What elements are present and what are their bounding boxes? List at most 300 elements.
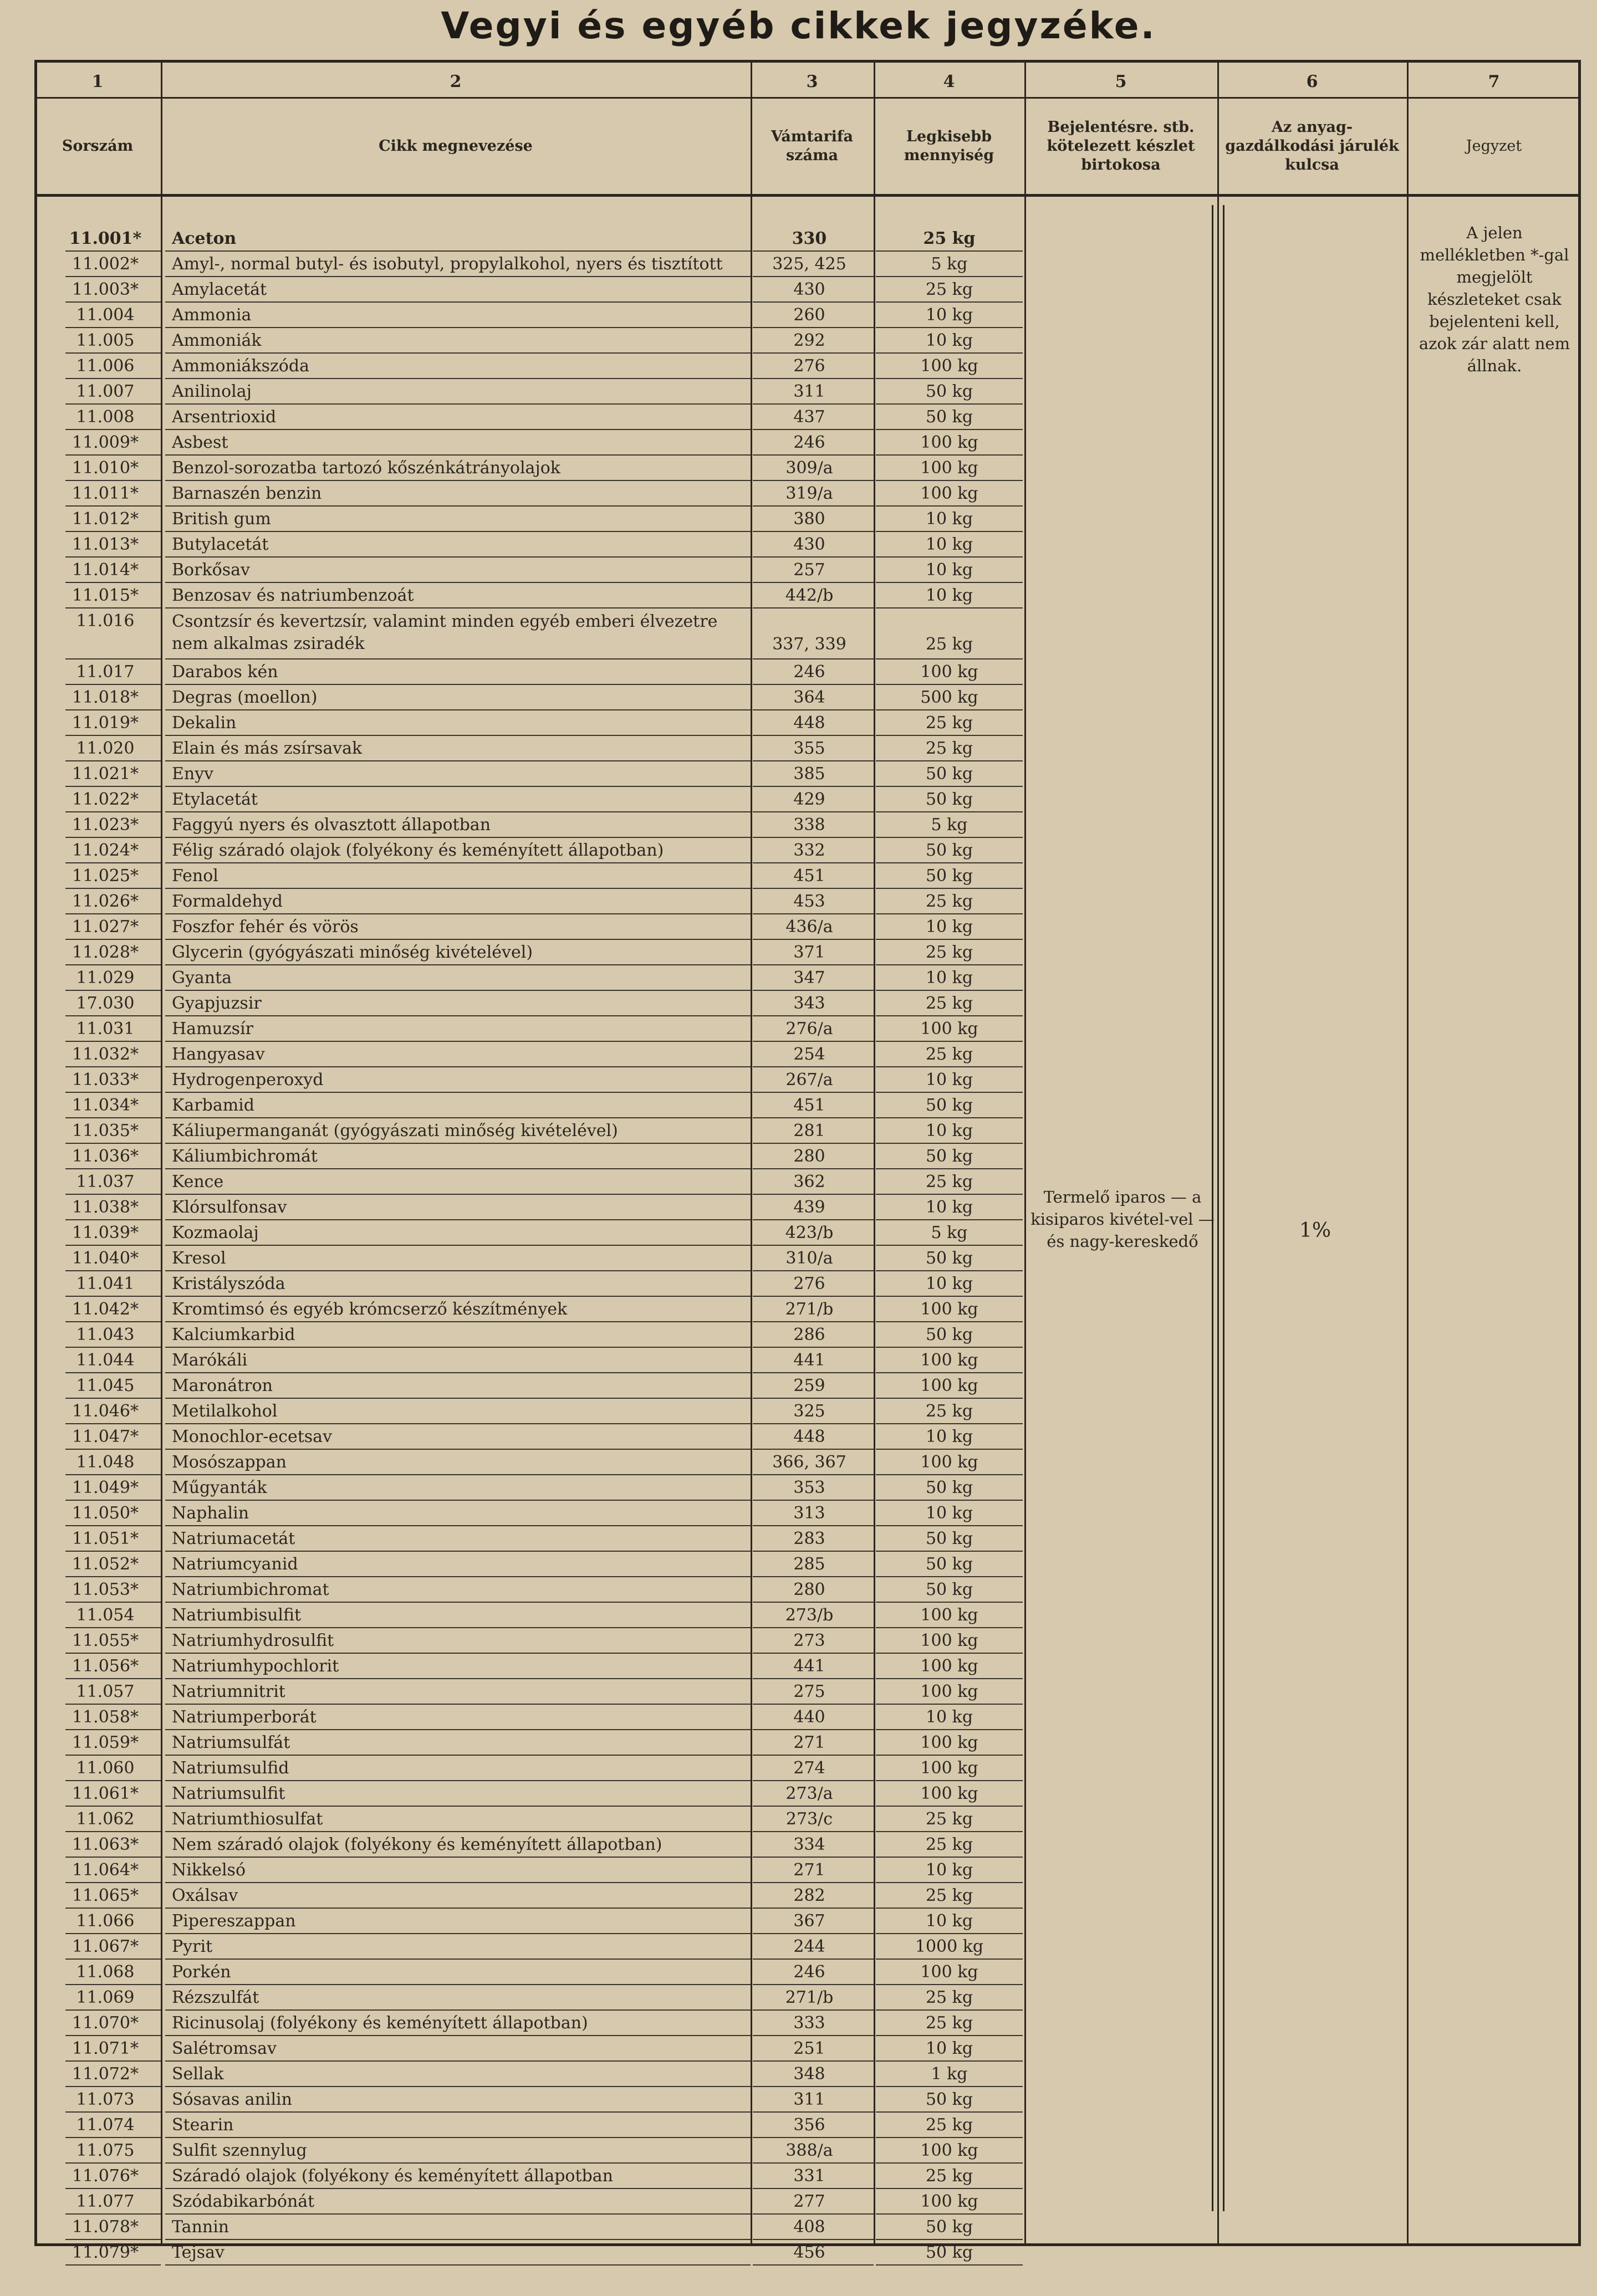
table-row: [0, 430, 1597, 456]
tariff-number: 332: [793, 841, 825, 860]
table-row: [0, 1577, 1597, 1603]
table-row: [0, 2215, 1597, 2240]
table-row: [0, 379, 1597, 405]
table-row: [0, 252, 1597, 277]
min-quantity: 100 kg: [920, 433, 978, 452]
min-quantity: 50 kg: [925, 2217, 973, 2237]
row-rule: [753, 2264, 874, 2266]
item-name: Oxálsav: [172, 1886, 238, 1905]
min-quantity: 10 kg: [925, 917, 973, 937]
tariff-number: 274: [793, 1758, 825, 1778]
table-row: [0, 354, 1597, 379]
min-quantity: 50 kg: [925, 790, 973, 809]
table-row: [0, 914, 1597, 940]
table-row: [0, 863, 1597, 889]
table-row: [0, 736, 1597, 761]
remark-note: A jelen mellékletben *-gal megjelölt készleteket csak bejelenteni kell, azok zár alatt nem állnak.: [1419, 223, 1570, 375]
table-row: [0, 507, 1597, 532]
column-number: 2: [450, 72, 462, 91]
row-number: 11.055*: [72, 1631, 139, 1650]
min-quantity: 50 kg: [925, 764, 973, 784]
row-number: 11.072*: [72, 2064, 139, 2084]
tariff-number: 338: [793, 815, 825, 835]
item-name: Enyv: [172, 764, 214, 784]
item-name: Félig száradó olajok (folyékony és keményített állapotban): [172, 841, 664, 860]
row-number: 11.017: [76, 662, 135, 682]
min-quantity: 1 kg: [931, 2064, 968, 2084]
min-quantity: 10 kg: [925, 1121, 973, 1141]
min-quantity: 100 kg: [920, 2141, 978, 2160]
item-name: Fenol: [172, 866, 218, 886]
item-name: Metilalkohol: [172, 1402, 278, 1421]
min-quantity: 10 kg: [925, 1070, 973, 1090]
tariff-number: 271/b: [785, 1300, 834, 1319]
table-row: [0, 328, 1597, 354]
min-quantity: 100 kg: [920, 1300, 978, 1319]
table-row: [0, 965, 1597, 991]
tariff-number: 275: [793, 1682, 825, 1701]
item-name: Tannin: [172, 2217, 229, 2237]
table-row: [0, 226, 1597, 252]
item-name: Natriumsulfit: [172, 1784, 285, 1803]
row-number: 11.045: [76, 1376, 135, 1395]
table-row: [0, 1169, 1597, 1195]
table-row: [0, 558, 1597, 583]
header-qty: Legkisebb mennyiség: [904, 128, 994, 164]
tariff-number: 371: [793, 943, 825, 962]
row-number: 11.007: [76, 382, 135, 401]
row-number: 11.047*: [72, 1427, 139, 1446]
row-number: 11.005: [76, 331, 135, 350]
table-row: [0, 1807, 1597, 1832]
item-name: Ammoniákszóda: [172, 356, 309, 376]
item-name: Gyanta: [172, 968, 232, 988]
header-rule: [34, 97, 1581, 99]
tariff-number: 244: [793, 1937, 825, 1956]
row-number: 11.025*: [72, 866, 139, 886]
tariff-number: 285: [793, 1554, 825, 1574]
tariff-number: 440: [793, 1707, 825, 1727]
tariff-number: 408: [793, 2217, 825, 2237]
min-quantity: 50 kg: [925, 2243, 973, 2262]
row-number: 11.027*: [72, 917, 139, 937]
row-number: 11.013*: [72, 535, 139, 554]
item-name: Natriumbisulfit: [172, 1605, 302, 1625]
item-name: Kozmaolaj: [172, 1223, 259, 1242]
min-quantity: 10 kg: [925, 509, 973, 529]
table-row: [0, 583, 1597, 608]
min-quantity: 100 kg: [920, 1631, 978, 1650]
tariff-number: 259: [793, 1376, 825, 1395]
min-quantity: 10 kg: [925, 305, 973, 325]
item-name: Arsentrioxid: [172, 407, 277, 427]
tariff-number: 429: [793, 790, 825, 809]
min-quantity: 25 kg: [925, 2013, 973, 2033]
row-number: 11.039*: [72, 1223, 139, 1242]
page-title: Vegyi és egyéb cikkek jegyzéke.: [441, 4, 1156, 47]
tariff-number: 430: [793, 280, 825, 299]
row-number: 11.046*: [72, 1402, 139, 1421]
tariff-number: 437: [793, 407, 825, 427]
table-row: [0, 1322, 1597, 1348]
row-number: 11.053*: [72, 1580, 139, 1599]
table-row: [0, 1246, 1597, 1271]
min-quantity: 100 kg: [920, 458, 978, 478]
row-number: 11.049*: [72, 1478, 139, 1497]
min-quantity: 50 kg: [925, 1096, 973, 1115]
tariff-number: 273/c: [785, 1809, 833, 1829]
item-name: Natriumthiosulfat: [172, 1809, 323, 1829]
tariff-number: 273/a: [785, 1784, 833, 1803]
table-row: [0, 2036, 1597, 2062]
min-quantity: 25 kg: [925, 1835, 973, 1854]
table-row: [0, 1654, 1597, 1679]
min-quantity: 500 kg: [920, 688, 978, 707]
min-quantity: 25 kg: [925, 1988, 973, 2007]
min-quantity: 10 kg: [925, 2039, 973, 2058]
tariff-number: 281: [793, 1121, 825, 1141]
tariff-number: 451: [793, 1096, 825, 1115]
item-name: Monochlor-ecetsav: [172, 1427, 333, 1446]
table-row: [0, 1450, 1597, 1475]
min-quantity: 100 kg: [920, 1453, 978, 1472]
table-row: [0, 1934, 1597, 1960]
item-name: Tejsav: [172, 2243, 225, 2262]
rate-value: 1%: [1299, 1219, 1331, 1242]
item-name: Faggyú nyers és olvasztott állapotban: [172, 815, 491, 835]
item-name: Barnaszén benzin: [172, 484, 322, 503]
min-quantity: 5 kg: [931, 815, 968, 835]
row-number: 11.033*: [72, 1070, 139, 1090]
table-row: [0, 1552, 1597, 1577]
column-number: 6: [1306, 72, 1318, 91]
header-tariff: Vámtarifa száma: [771, 128, 854, 164]
min-quantity: 5 kg: [931, 254, 968, 274]
row-number: 11.021*: [72, 764, 139, 784]
item-name: Butylacetát: [172, 535, 269, 554]
item-name: Natriumnitrit: [172, 1682, 285, 1701]
item-name: Natriumhypochlorit: [172, 1656, 339, 1676]
item-name: Sulfit szennylug: [172, 2141, 307, 2160]
min-quantity: 100 kg: [920, 484, 978, 503]
table-row: [0, 761, 1597, 787]
tariff-number: 280: [793, 1147, 825, 1166]
row-number: 11.006: [76, 356, 135, 376]
min-quantity: 100 kg: [920, 2192, 978, 2211]
item-name: Nikkelsó: [172, 1860, 246, 1880]
item-name: Ricinusolaj (folyékony és keményített állapotban): [172, 2013, 588, 2033]
row-number: 11.019*: [72, 713, 139, 733]
row-number: 11.052*: [72, 1554, 139, 1574]
column-number: 5: [1115, 72, 1127, 91]
row-rule: [65, 2264, 161, 2266]
min-quantity: 10 kg: [925, 331, 973, 350]
row-number: 11.036*: [72, 1147, 139, 1166]
tariff-number: 362: [793, 1172, 825, 1192]
row-number: 11.011*: [72, 484, 139, 503]
tariff-number: 330: [792, 229, 827, 248]
tariff-number: 356: [793, 2115, 825, 2135]
table-row: [0, 1756, 1597, 1781]
row-number: 11.041: [76, 1274, 135, 1293]
min-quantity: 25 kg: [925, 635, 973, 654]
table-row: [0, 1144, 1597, 1169]
tariff-number: 439: [793, 1198, 825, 1217]
min-quantity: 10 kg: [925, 1427, 973, 1446]
item-name: Káliupermanganát (gyógyászati minőség kivételével): [172, 1121, 618, 1141]
row-number: 11.016: [76, 611, 135, 631]
tariff-number: 343: [793, 994, 825, 1013]
table-row: [0, 1705, 1597, 1730]
item-name: Hydrogenperoxyd: [172, 1070, 324, 1090]
table-row: [0, 277, 1597, 303]
min-quantity: 50 kg: [925, 1325, 973, 1344]
min-quantity: 100 kg: [920, 1351, 978, 1370]
row-number: 11.040*: [72, 1249, 139, 1268]
tariff-number: 276: [793, 1274, 825, 1293]
table-row: [0, 1271, 1597, 1297]
min-quantity: 100 kg: [920, 1784, 978, 1803]
tariff-number: 442/b: [785, 586, 834, 605]
tariff-number: 271: [793, 1733, 825, 1752]
table-row: [0, 2113, 1597, 2138]
min-quantity: 50 kg: [925, 841, 973, 860]
row-number: 11.065*: [72, 1886, 139, 1905]
tariff-number: 311: [793, 2090, 825, 2109]
brace-line: [1223, 205, 1224, 2211]
item-name: Aceton: [172, 229, 237, 248]
tariff-number: 280: [793, 1580, 825, 1599]
table-row: [0, 1781, 1597, 1807]
tariff-number: 254: [793, 1045, 825, 1064]
min-quantity: 100 kg: [920, 1733, 978, 1752]
tariff-number: 283: [793, 1529, 825, 1548]
row-number: 11.057: [76, 1682, 135, 1701]
item-name: Natriumbichromat: [172, 1580, 329, 1599]
row-number: 11.066: [76, 1911, 135, 1931]
item-name: Amylacetát: [172, 280, 267, 299]
row-number: 11.064*: [72, 1860, 139, 1880]
min-quantity: 100 kg: [920, 1019, 978, 1039]
row-number: 11.054: [76, 1605, 135, 1625]
item-name: Borkősav: [172, 560, 250, 580]
min-quantity: 100 kg: [920, 1605, 978, 1625]
item-name: Sósavas anilin: [172, 2090, 292, 2109]
row-number: 11.042*: [72, 1300, 139, 1319]
min-quantity: 25 kg: [925, 2166, 973, 2186]
row-number: 11.028*: [72, 943, 139, 962]
tariff-number: 337, 339: [772, 635, 846, 654]
row-number: 11.075: [76, 2141, 135, 2160]
item-name: Nem száradó olajok (folyékony és keményített állapotban): [172, 1835, 662, 1854]
row-number: 11.004: [76, 305, 135, 325]
min-quantity: 1000 kg: [915, 1937, 984, 1956]
row-number: 11.024*: [72, 841, 139, 860]
tariff-number: 448: [793, 1427, 825, 1446]
item-name: Száradó olajok (folyékony és keményített állapotban: [172, 2166, 613, 2186]
item-name: Stearin: [172, 2115, 234, 2135]
row-number: 11.044: [76, 1351, 135, 1370]
item-name: Asbest: [172, 433, 228, 452]
item-name: Naphalin: [172, 1504, 249, 1523]
item-name: Pyrit: [172, 1937, 213, 1956]
header-note: Jegyzet: [1466, 137, 1522, 155]
min-quantity: 25 kg: [925, 892, 973, 911]
row-number: 11.076*: [72, 2166, 139, 2186]
min-quantity: 100 kg: [920, 662, 978, 682]
table-row: [0, 1730, 1597, 1756]
item-name: Marókáli: [172, 1351, 248, 1370]
item-name: Kence: [172, 1172, 224, 1192]
row-number: 11.023*: [72, 815, 139, 835]
header-name: Cikk megnevezése: [379, 137, 533, 155]
table-row: [0, 1042, 1597, 1067]
table-row: [0, 1348, 1597, 1373]
row-number: 11.070*: [72, 2013, 139, 2033]
min-quantity: 50 kg: [925, 1554, 973, 1574]
row-number: 11.038*: [72, 1198, 139, 1217]
row-number: 11.010*: [72, 458, 139, 478]
table-row: [0, 1985, 1597, 2011]
row-number: 11.020: [76, 739, 135, 758]
tariff-number: 423/b: [785, 1223, 834, 1242]
table-row: [0, 2062, 1597, 2087]
row-number: 11.067*: [72, 1937, 139, 1956]
table-row: [0, 456, 1597, 481]
min-quantity: 25 kg: [923, 229, 976, 248]
table-row: [0, 2189, 1597, 2215]
item-name: Salétromsav: [172, 2039, 277, 2058]
row-number: 11.022*: [72, 790, 139, 809]
table-row: [0, 405, 1597, 430]
column-number: 3: [806, 72, 818, 91]
table-row: [0, 2087, 1597, 2113]
tariff-number: 273/b: [785, 1605, 834, 1625]
min-quantity: 100 kg: [920, 1682, 978, 1701]
min-quantity: 25 kg: [925, 1172, 973, 1192]
row-number: 11.060: [76, 1758, 135, 1778]
table-row: [0, 1858, 1597, 1883]
min-quantity: 5 kg: [931, 1223, 968, 1242]
item-name: Glycerin (gyógyászati minőség kivételével): [172, 943, 533, 962]
tariff-number: 355: [793, 739, 825, 758]
item-name: Natriumsulfid: [172, 1758, 289, 1778]
table-row: [0, 1679, 1597, 1705]
item-name: Gyapjuzsir: [172, 994, 262, 1013]
tariff-number: 436/a: [785, 917, 833, 937]
min-quantity: 25 kg: [925, 280, 973, 299]
row-number: 11.012*: [72, 509, 139, 529]
item-name: Pipereszappan: [172, 1911, 296, 1931]
table-row: [0, 303, 1597, 328]
item-name: Elain és más zsírsavak: [172, 739, 363, 758]
row-number: 11.062: [76, 1809, 135, 1829]
row-rule: [876, 2264, 1023, 2266]
tariff-number: 353: [793, 1478, 825, 1497]
row-number: 11.061*: [72, 1784, 139, 1803]
item-name: Formaldehyd: [172, 892, 283, 911]
row-rule: [165, 2264, 751, 2266]
row-number: 11.051*: [72, 1529, 139, 1548]
item-name: Ammoniák: [172, 331, 262, 350]
table-row: [0, 1424, 1597, 1450]
table-row: [0, 1118, 1597, 1144]
item-name: Natriumhydrosulfit: [172, 1631, 334, 1650]
row-number: 11.074: [76, 2115, 135, 2135]
min-quantity: 10 kg: [925, 586, 973, 605]
table-row: [0, 1399, 1597, 1424]
tariff-number: 385: [793, 764, 825, 784]
tariff-number: 441: [793, 1351, 825, 1370]
column-number: 7: [1488, 72, 1500, 91]
min-quantity: 10 kg: [925, 968, 973, 988]
min-quantity: 10 kg: [925, 1198, 973, 1217]
tariff-number: 271: [793, 1860, 825, 1880]
table-row: [0, 1195, 1597, 1220]
row-number: 11.071*: [72, 2039, 139, 2058]
table-row: [0, 1297, 1597, 1322]
table-row: [0, 481, 1597, 507]
table-row: [0, 1475, 1597, 1501]
tariff-number: 333: [793, 2013, 825, 2033]
table-row: [0, 608, 1597, 659]
table-row: [0, 710, 1597, 736]
tariff-number: 276/a: [785, 1019, 833, 1039]
tariff-number: 246: [793, 433, 825, 452]
row-number: 11.059*: [72, 1733, 139, 1752]
tariff-number: 325, 425: [772, 254, 846, 274]
table-row: [0, 2240, 1597, 2266]
row-number: 11.014*: [72, 560, 139, 580]
table-row: [0, 838, 1597, 863]
item-name: Klórsulfonsav: [172, 1198, 287, 1217]
row-number: 11.018*: [72, 688, 139, 707]
row-number: 11.031: [76, 1019, 135, 1039]
row-number: 11.003*: [72, 280, 139, 299]
min-quantity: 10 kg: [925, 560, 973, 580]
min-quantity: 50 kg: [925, 382, 973, 401]
tariff-number: 313: [793, 1504, 825, 1523]
min-quantity: 25 kg: [925, 1045, 973, 1064]
tariff-number: 364: [793, 688, 825, 707]
row-number: 11.079*: [72, 2243, 139, 2262]
row-number: 11.050*: [72, 1504, 139, 1523]
tariff-number: 366, 367: [772, 1453, 846, 1472]
row-number: 17.030: [76, 994, 135, 1013]
row-number: 11.001*: [69, 229, 142, 248]
item-name: Kresol: [172, 1249, 226, 1268]
row-number: 11.009*: [72, 433, 139, 452]
tariff-number: 246: [793, 662, 825, 682]
min-quantity: 50 kg: [925, 866, 973, 886]
item-name: Foszfor fehér és vörös: [172, 917, 359, 937]
table-row: [0, 532, 1597, 558]
item-name: British gum: [172, 509, 271, 529]
item-name: Káliumbichromát: [172, 1147, 318, 1166]
item-name: Kromtimsó és egyéb krómcserző készítmények: [172, 1300, 568, 1319]
min-quantity: 100 kg: [920, 1376, 978, 1395]
row-number: 11.078*: [72, 2217, 139, 2237]
table-row: [0, 787, 1597, 812]
tariff-number: 273: [793, 1631, 825, 1650]
min-quantity: 100 kg: [920, 356, 978, 376]
item-name: Csontzsír és kevertzsír, valamint minden egyéb emberi élvezetre nem alkalmas zsiradék: [172, 612, 718, 653]
min-quantity: 10 kg: [925, 1911, 973, 1931]
min-quantity: 50 kg: [925, 2090, 973, 2109]
header-rate: Az anyag-gazdálkodási járulék kulcsa: [1225, 119, 1399, 173]
tariff-number: 347: [793, 968, 825, 988]
min-quantity: 50 kg: [925, 1478, 973, 1497]
